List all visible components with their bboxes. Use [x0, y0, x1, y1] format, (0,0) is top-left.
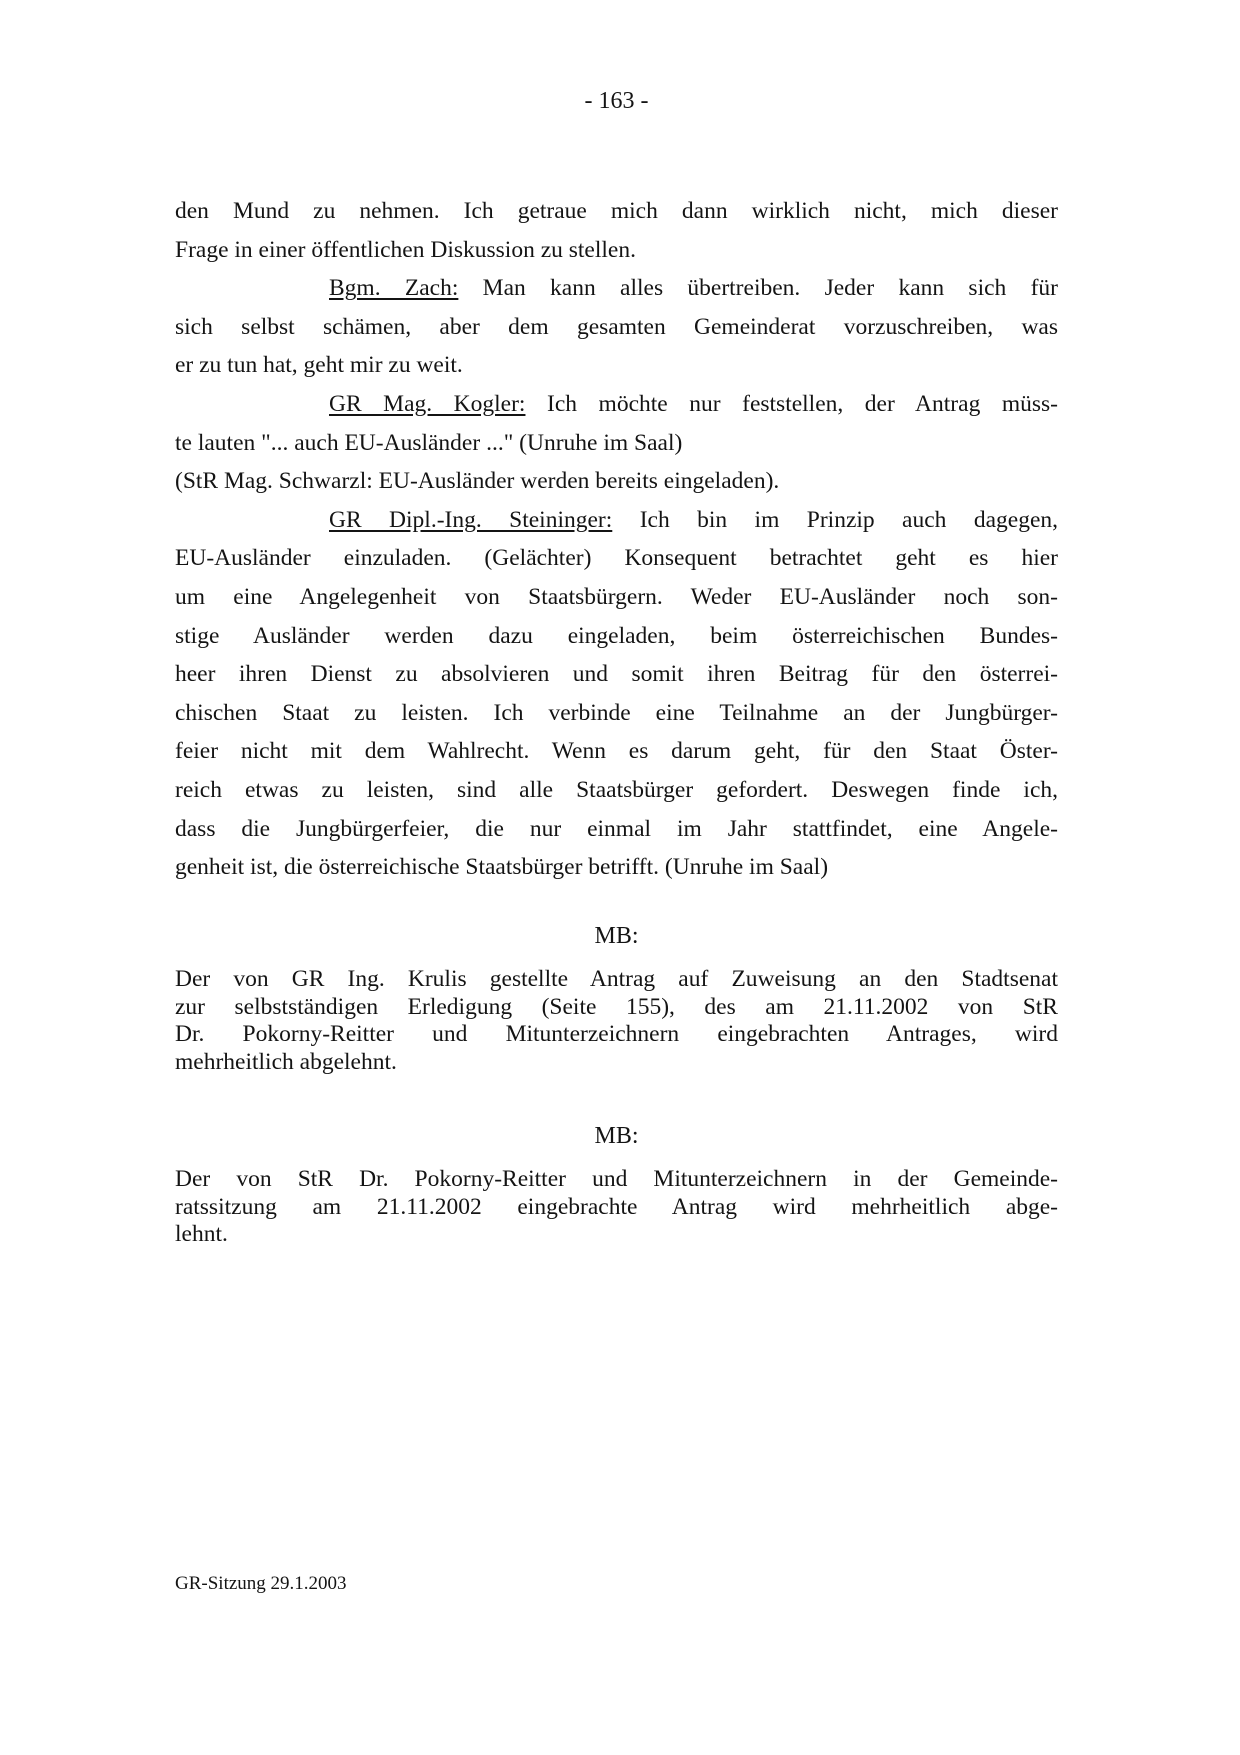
motion-heading: MB: [594, 923, 639, 949]
text-line: stige Ausländer werden dazu eingeladen, beim österreichischen Bundes- [175, 622, 1058, 649]
motion-body [175, 1166, 1058, 1249]
text-line: EU-Ausländer einzuladen. (Gelächter) Konsequent betrachtet geht es hier [175, 545, 1058, 572]
text-line: reich etwas zu leisten, sind alle Staatsbürger gefordert. Deswegen finde ich, [175, 776, 1058, 803]
text-line: GR Mag. Kogler: Ich möchte nur feststellen, der Antrag müss- [329, 390, 1058, 417]
text-line: lehnt. [175, 1221, 228, 1248]
motion-section [175, 1120, 1058, 1249]
text-line: Dr. Pokorny-Reitter und Mitunterzeichnern eingebrachten Antrages, wird [175, 1021, 1058, 1048]
page-number: - 163 - [584, 88, 649, 114]
text-line: te lauten "... auch EU-Ausländer ..." (Unruhe im Saal) [175, 429, 683, 456]
text-line: feier nicht mit dem Wahlrecht. Wenn es darum geht, für den Staat Öster- [175, 738, 1058, 765]
motion-body [175, 966, 1058, 1076]
text-line: dass die Jungbürgerfeier, die nur einmal im Jahr stattfindet, eine Angele- [175, 815, 1058, 842]
dialogue-block [175, 192, 1058, 887]
text-line: er zu tun hat, geht mir zu weit. [175, 352, 463, 379]
text-line: chischen Staat zu leisten. Ich verbinde eine Teilnahme an der Jungbürger- [175, 699, 1058, 726]
text-line: Frage in einer öffentlichen Diskussion zu stellen. [175, 236, 636, 263]
text-line: Der von GR Ing. Krulis gestellte Antrag auf Zuweisung an den Stadtsenat [175, 966, 1058, 992]
text-line: sich selbst schämen, aber dem gesamten Gemeinderat vorzuschreiben, was [175, 313, 1058, 340]
text-line: den Mund zu nehmen. Ich getraue mich dann wirklich nicht, mich dieser [175, 198, 1058, 224]
text-line: Der von StR Dr. Pokorny-Reitter und Mitunterzeichnern in der Gemeinde- [175, 1166, 1058, 1192]
motion-section [175, 920, 1058, 1076]
speaker-name: GR Dipl.-Ing. Steininger: [329, 506, 613, 533]
motion-heading: MB: [594, 1123, 639, 1149]
text-line: zur selbstständigen Erledigung (Seite 155), des am 21.11.2002 von StR [175, 993, 1058, 1020]
text-line: Bgm. Zach: Man kann alles übertreiben. Jeder kann sich für [329, 275, 1058, 302]
footer-date: GR-Sitzung 29.1.2003 [175, 1573, 347, 1594]
speaker-name: Bgm. Zach: [329, 275, 459, 302]
text-line: heer ihren Dienst zu absolvieren und somit ihren Beitrag für den österrei- [175, 661, 1058, 688]
text-line: mehrheitlich abgelehnt. [175, 1048, 397, 1075]
text-line: genheit ist, die österreichische Staatsbürger betrifft. (Unruhe im Saal) [175, 854, 829, 881]
text-line: (StR Mag. Schwarzl: EU-Ausländer werden bereits eingeladen). [175, 468, 780, 495]
speaker-name: GR Mag. Kogler: [329, 390, 526, 417]
text-line: um eine Angelegenheit von Staatsbürgern. Weder EU-Ausländer noch son- [175, 583, 1058, 610]
text-line: GR Dipl.-Ing. Steininger: Ich bin im Prinzip auch dagegen, [329, 506, 1058, 533]
text-line: ratssitzung am 21.11.2002 eingebrachte Antrag wird mehrheitlich abge- [175, 1193, 1058, 1220]
